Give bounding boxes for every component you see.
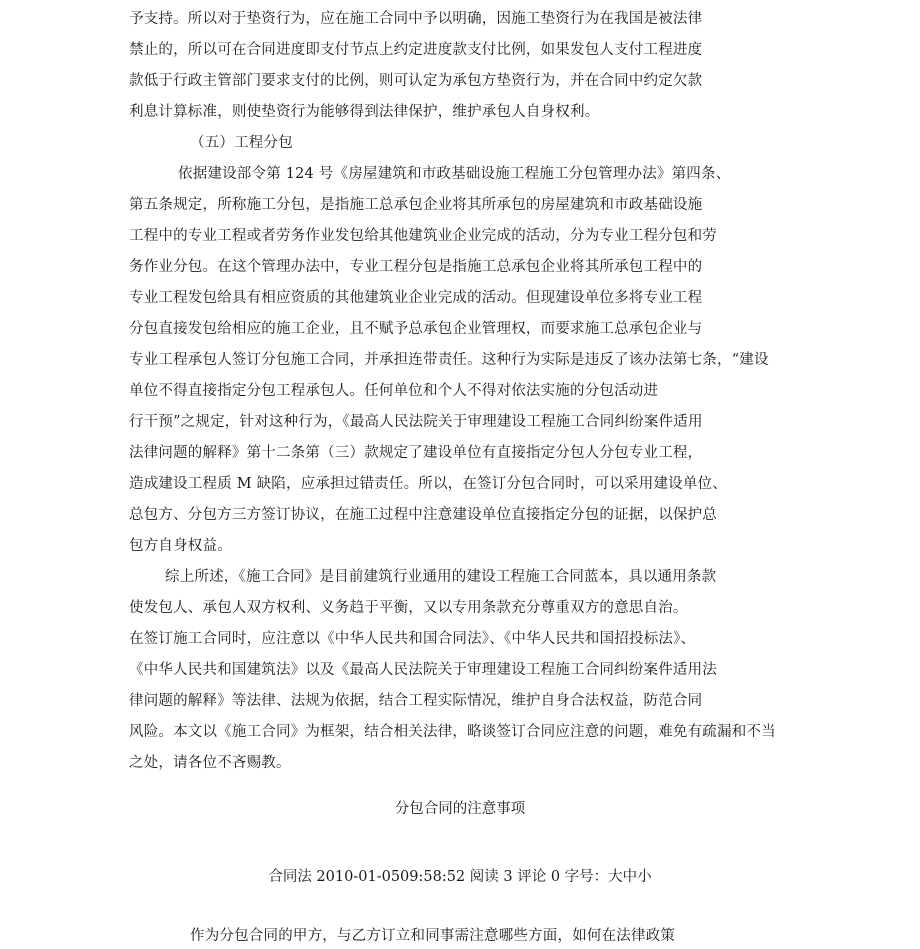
text-line: 包方自身权益。 — [129, 538, 232, 554]
text-line: 在签订施工合同时，应注意以《中华人民共和国合同法》、《中华人民共和国招投标法》、 — [129, 631, 696, 647]
text-line: 予支持。所以对于垫资行为，应在施工合同中予以明确，因施工垫资行为在我国是被法律 — [129, 11, 703, 27]
text-line: 务作业分包。在这个管理办法中，专业工程分包是指施工总承包企业将其所承包工程中的 — [129, 259, 703, 275]
text-line: 第五条规定，所称施工分包，是指施工总承包企业将其所承包的房屋建筑和市政基础设施 — [129, 197, 703, 213]
text-line: 作为分包合同的甲方，与乙方订立和同事需注意哪些方面，如何在法律政策 — [190, 928, 676, 944]
text-line: 专业工程发包给具有相应资质的其他建筑业企业完成的活动。但现建设单位多将专业工程 — [129, 290, 703, 306]
text-line: 利息计算标准，则使垫资行为能够得到法律保护，维护承包人自身权利。 — [129, 104, 600, 120]
text-line: 《中华人民共和国建筑法》以及《最高人民法院关于审理建设工程施工合同纠纷案件适用法 — [129, 662, 717, 678]
subsection-heading: （五）工程分包 — [190, 135, 293, 151]
text-line: 分包直接发包给相应的施工企业，且不赋予总承包企业管理权，而要求施工总承包企业与 — [129, 321, 703, 337]
text-line: 综上所述，《施工合同》是目前建筑行业通用的建设工程施工合同蓝本，具以通用条款 — [165, 569, 717, 585]
text-line: 禁止的，所以可在合同进度即支付节点上约定进度款支付比例，如果发包人支付工程进度 — [129, 42, 703, 58]
text-line: 专业工程承包人签订分包施工合同，并承担连带责任。这种行为实际是违反了该办法第七条，“建设 — [129, 352, 769, 368]
text-line: 法律问题的解释》第十二条第（三）款规定了建设单位有直接指定分包人分包专业工程， — [129, 445, 703, 461]
text-line: 律问题的解释》等法律、法规为依据，结合工程实际情况，维护自身合法权益，防范合同 — [129, 693, 703, 709]
text-line: 造成建设工程质 M 缺陷，应承担过错责任。所以，在签订分包合同时，可以采用建设单位、 — [129, 476, 727, 492]
text-line: 使发包人、承包人双方权利、义务趋于平衡，又以专用条款充分尊重双方的意思自治。 — [129, 600, 688, 616]
text-line: 总包方、分包方三方签订协议，在施工过程中注意建设单位直接指定分包的证据，以保护总 — [129, 507, 717, 523]
text-line: 行干预”之规定，针对这种行为，《最高人民法院关于审理建设工程施工合同纠纷案件适用 — [129, 414, 703, 430]
text-line: 依据建设部令第 124 号《房屋建筑和市政基础设施工程施工分包管理办法》第四条、 — [178, 166, 731, 182]
text-line: 工程中的专业工程或者劳务作业发包给其他建筑业企业完成的活动，分为专业工程分包和劳 — [129, 228, 717, 244]
text-line: 之处，请各位不吝赐教。 — [129, 755, 291, 771]
section-title: 分包合同的注意事项 — [394, 801, 526, 817]
text-line: 款低于行政主管部门要求支付的比例，则可认定为承包方垫资行为，并在合同中约定欠款 — [129, 73, 703, 89]
text-line: 单位不得直接指定分包工程承包人。任何单位和个人不得对依法实施的分包活动进 — [129, 383, 659, 399]
article-meta: 合同法 2010-01-0509:58:52 阅读 3 评论 0 字号：大中小 — [268, 869, 652, 885]
text-line: 风险。本文以《施工合同》为框架，结合相关法律，略谈签订合同应注意的问题，难免有疏漏和不当 — [129, 724, 776, 740]
